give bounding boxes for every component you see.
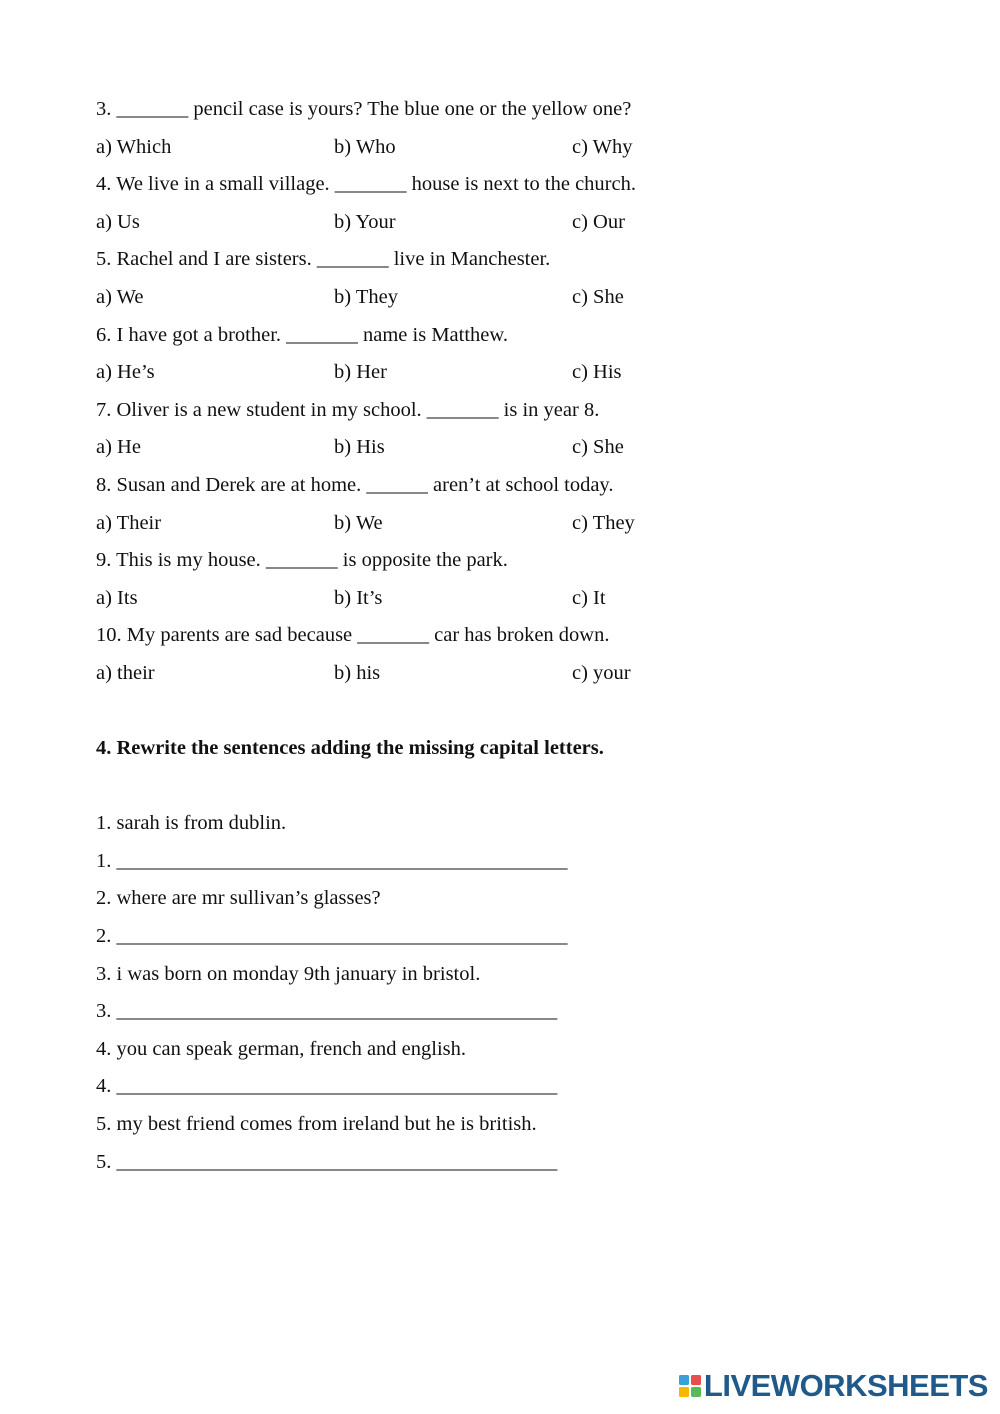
section-heading: 4. Rewrite the sentences adding the missing capital letters. <box>96 737 604 760</box>
option-b: b) We <box>334 511 383 534</box>
rewrite-section <box>96 733 896 1184</box>
answer-line[interactable]: 4. ___________________________________________ <box>96 1075 558 1098</box>
option-b: b) It’s <box>334 586 383 609</box>
answer-options <box>96 357 896 395</box>
option-b: b) his <box>334 661 381 684</box>
option-a: a) He <box>96 436 141 459</box>
option-a: a) Their <box>96 511 162 534</box>
sentence-text: 1. sarah is from dublin. <box>96 812 287 835</box>
answer-options <box>96 508 896 546</box>
option-b: b) They <box>334 285 398 308</box>
option-a: a) He’s <box>96 361 155 384</box>
sentence-text: 2. where are mr sullivan’s glasses? <box>96 887 381 910</box>
option-a: a) Its <box>96 586 138 609</box>
answer-line[interactable]: 1. ____________________________________________ <box>96 849 568 872</box>
answer-options <box>96 432 896 470</box>
option-b: b) Her <box>334 361 387 384</box>
answer-options <box>96 282 896 320</box>
sentence-text: 4. you can speak german, french and english. <box>96 1037 467 1060</box>
option-c: c) It <box>572 586 606 609</box>
logo-text: LIVEWORKSHEETS <box>703 1368 988 1403</box>
question-text: 6. I have got a brother. _______ name is Matthew. <box>96 323 508 346</box>
option-b: b) His <box>334 436 385 459</box>
option-a: a) Us <box>96 210 140 233</box>
option-c: c) They <box>572 511 635 534</box>
question-text: 4. We live in a small village. _______ house is next to the church. <box>96 173 636 196</box>
answer-line[interactable]: 2. ____________________________________________ <box>96 925 568 948</box>
question-text: 8. Susan and Derek are at home. ______ aren’t at school today. <box>96 473 614 496</box>
answer-options <box>96 658 896 696</box>
option-a: a) their <box>96 661 155 684</box>
option-c: c) His <box>572 361 622 384</box>
question-text: 7. Oliver is a new student in my school. _______ is in year 8. <box>96 398 600 421</box>
answer-options <box>96 207 896 245</box>
liveworksheets-blocks-icon <box>679 1375 701 1397</box>
answer-line[interactable]: 5. ___________________________________________ <box>96 1150 558 1173</box>
sentence-text: 5. my best friend comes from ireland but he is british. <box>96 1113 537 1136</box>
answer-line[interactable]: 3. ___________________________________________ <box>96 1000 558 1023</box>
sentence-text: 3. i was born on monday 9th january in bristol. <box>96 962 481 985</box>
option-b: b) Who <box>334 135 396 158</box>
option-b: b) Your <box>334 210 396 233</box>
option-c: c) your <box>572 661 631 684</box>
question-text: 10. My parents are sad because _______ car has broken down. <box>96 624 610 647</box>
option-c: c) She <box>572 285 624 308</box>
option-c: c) Our <box>572 210 625 233</box>
answer-options <box>96 132 896 170</box>
option-a: a) Which <box>96 135 172 158</box>
question-text: 3. _______ pencil case is yours? The blue one or the yellow one? <box>96 98 632 120</box>
option-a: a) We <box>96 285 144 308</box>
mcq-section <box>96 94 896 696</box>
spacer <box>96 696 896 734</box>
option-c: c) Why <box>572 135 633 158</box>
question-text: 5. Rachel and I are sisters. _______ live in Manchester. <box>96 248 551 271</box>
answer-options <box>96 583 896 621</box>
option-c: c) She <box>572 436 624 459</box>
question-text: 9. This is my house. _______ is opposite the park. <box>96 549 508 572</box>
spacer <box>96 771 896 809</box>
liveworksheets-logo <box>679 1366 988 1406</box>
worksheet-page <box>96 94 896 1184</box>
